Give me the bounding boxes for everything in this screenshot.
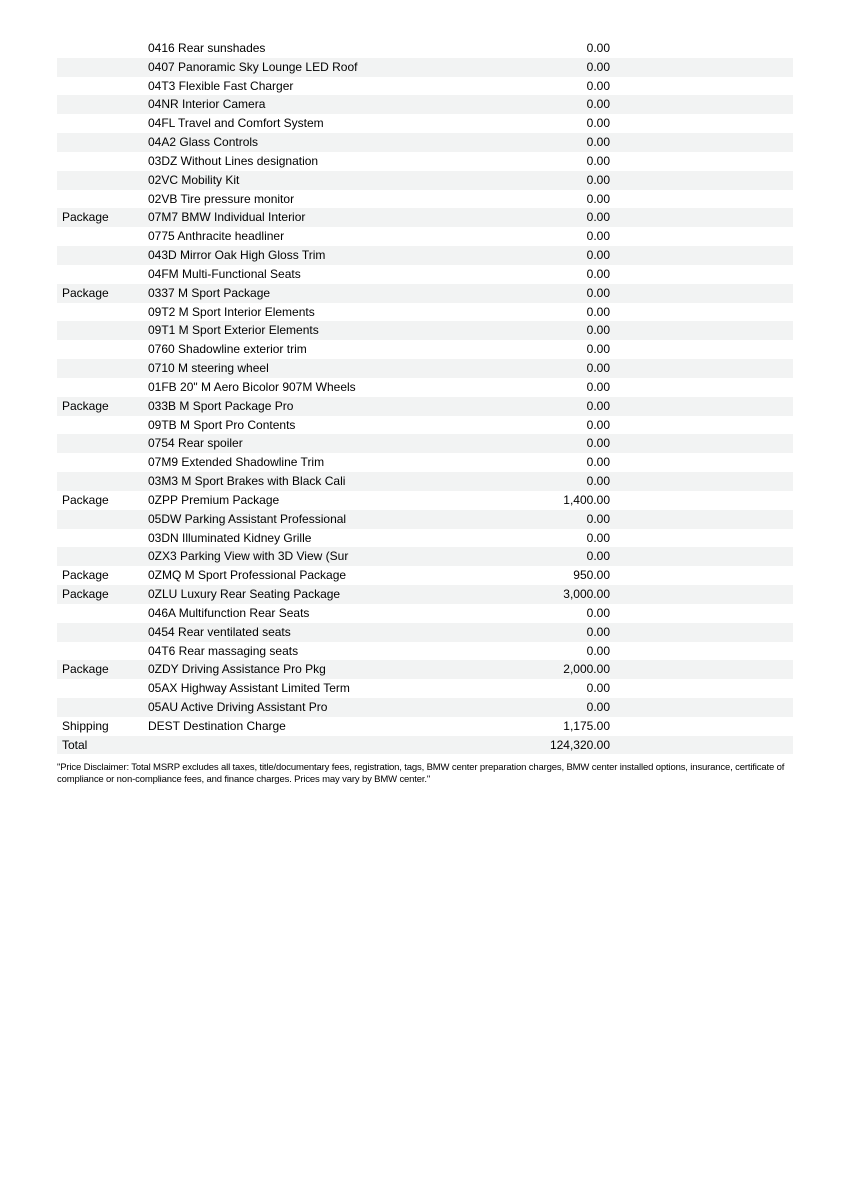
row-item: 05AU Active Driving Assistant Pro xyxy=(148,699,328,714)
row-spacer xyxy=(610,585,793,604)
row-item: DEST Destination Charge xyxy=(148,718,286,733)
table-row xyxy=(57,585,793,604)
row-category xyxy=(57,547,148,566)
table-row xyxy=(57,303,793,322)
row-item: 046A Multifunction Rear Seats xyxy=(148,605,310,620)
row-category xyxy=(57,642,148,661)
row-category: Package xyxy=(62,662,109,677)
row-price: 3,000.00 xyxy=(563,587,610,602)
table-row xyxy=(57,510,793,529)
row-item: 01FB 20" M Aero Bicolor 907M Wheels xyxy=(148,379,356,394)
row-spacer xyxy=(610,171,793,190)
row-item: 09TB M Sport Pro Contents xyxy=(148,417,296,432)
row-price: 0.00 xyxy=(586,97,610,112)
row-price: 0.00 xyxy=(586,436,610,451)
row-item: 0ZX3 Parking View with 3D View (Sur xyxy=(148,549,349,564)
row-price: 0.00 xyxy=(586,59,610,74)
row-category xyxy=(57,77,148,96)
options-table xyxy=(57,39,793,754)
table-row xyxy=(57,434,793,453)
table-row xyxy=(57,77,793,96)
table-row xyxy=(57,472,793,491)
table-row xyxy=(57,717,793,736)
row-spacer xyxy=(610,208,793,227)
table-row xyxy=(57,736,793,755)
row-spacer xyxy=(610,190,793,209)
row-category: Package xyxy=(62,285,109,300)
row-spacer xyxy=(610,434,793,453)
row-price: 0.00 xyxy=(586,681,610,696)
row-item: 0407 Panoramic Sky Lounge LED Roof xyxy=(148,59,358,74)
row-item: 0ZLU Luxury Rear Seating Package xyxy=(148,587,341,602)
row-spacer xyxy=(610,698,793,717)
row-price: 2,000.00 xyxy=(563,662,610,677)
row-category xyxy=(57,698,148,717)
row-item: 0337 M Sport Package xyxy=(148,285,271,300)
row-price: 0.00 xyxy=(586,643,610,658)
row-category xyxy=(57,152,148,171)
row-item xyxy=(148,736,505,755)
row-category xyxy=(57,58,148,77)
row-category xyxy=(57,39,148,58)
row-spacer xyxy=(610,152,793,171)
row-spacer xyxy=(610,227,793,246)
row-category xyxy=(57,133,148,152)
row-item: 05DW Parking Assistant Professional xyxy=(148,511,347,526)
table-row xyxy=(57,114,793,133)
row-item: 05AX Highway Assistant Limited Term xyxy=(148,681,350,696)
row-item: 0ZDY Driving Assistance Pro Pkg xyxy=(148,662,326,677)
row-category xyxy=(57,114,148,133)
row-price: 0.00 xyxy=(586,342,610,357)
row-spacer xyxy=(610,133,793,152)
row-spacer xyxy=(610,265,793,284)
table-row xyxy=(57,208,793,227)
table-row xyxy=(57,246,793,265)
row-price: 0.00 xyxy=(586,266,610,281)
row-category: Package xyxy=(62,210,109,225)
row-price: 0.00 xyxy=(586,699,610,714)
row-spacer xyxy=(610,114,793,133)
table-row xyxy=(57,416,793,435)
row-price: 0.00 xyxy=(586,323,610,338)
row-price: 0.00 xyxy=(586,398,610,413)
row-price: 0.00 xyxy=(586,549,610,564)
row-category xyxy=(57,340,148,359)
row-item: 0454 Rear ventilated seats xyxy=(148,624,291,639)
table-row xyxy=(57,566,793,585)
row-spacer xyxy=(610,510,793,529)
row-price: 0.00 xyxy=(586,624,610,639)
table-row xyxy=(57,547,793,566)
row-item: 04A2 Glass Controls xyxy=(148,135,259,150)
row-category xyxy=(57,246,148,265)
row-item: 04NR Interior Camera xyxy=(148,97,266,112)
table-row xyxy=(57,642,793,661)
table-row xyxy=(57,284,793,303)
table-row xyxy=(57,171,793,190)
row-spacer xyxy=(610,378,793,397)
row-price: 0.00 xyxy=(586,605,610,620)
row-category xyxy=(57,623,148,642)
row-spacer xyxy=(610,246,793,265)
row-spacer xyxy=(610,39,793,58)
table-row xyxy=(57,698,793,717)
row-spacer xyxy=(610,623,793,642)
row-price: 0.00 xyxy=(586,153,610,168)
row-category xyxy=(57,265,148,284)
row-category xyxy=(57,529,148,548)
row-category xyxy=(57,679,148,698)
row-item: 02VC Mobility Kit xyxy=(148,172,240,187)
table-row xyxy=(57,190,793,209)
row-price: 0.00 xyxy=(586,304,610,319)
row-price: 0.00 xyxy=(586,229,610,244)
row-item: 07M7 BMW Individual Interior xyxy=(148,210,306,225)
row-category xyxy=(57,227,148,246)
row-price: 0.00 xyxy=(586,455,610,470)
row-category xyxy=(57,171,148,190)
row-spacer xyxy=(610,359,793,378)
row-category xyxy=(57,190,148,209)
table-row xyxy=(57,95,793,114)
row-spacer xyxy=(610,604,793,623)
table-row xyxy=(57,453,793,472)
row-price: 0.00 xyxy=(586,116,610,131)
row-spacer xyxy=(610,397,793,416)
row-item: 09T1 M Sport Exterior Elements xyxy=(148,323,319,338)
row-category: Package xyxy=(62,568,109,583)
row-item: 0710 M steering wheel xyxy=(148,361,269,376)
row-spacer xyxy=(610,340,793,359)
row-price: 0.00 xyxy=(586,210,610,225)
row-item: 0416 Rear sunshades xyxy=(148,41,266,55)
row-category xyxy=(57,604,148,623)
row-item: 033B M Sport Package Pro xyxy=(148,398,294,413)
row-price: 0.00 xyxy=(586,285,610,300)
row-price: 1,400.00 xyxy=(563,492,610,507)
price-disclaimer: "Price Disclaimer: Total MSRP excludes all taxes, title/documentary fees, registration, tags, BMW center preparation charges, BMW center installed options, insurance, certificate of compliance or non-compliance fees, and finance charges. Prices may vary by BMW center." xyxy=(57,762,785,786)
table-row xyxy=(57,265,793,284)
table-row xyxy=(57,39,793,58)
row-category: Package xyxy=(62,587,109,602)
row-spacer xyxy=(610,529,793,548)
table-row xyxy=(57,529,793,548)
row-spacer xyxy=(610,453,793,472)
row-price: 0.00 xyxy=(586,474,610,489)
table-row xyxy=(57,604,793,623)
row-price: 1,175.00 xyxy=(563,718,610,733)
row-price: 0.00 xyxy=(586,135,610,150)
row-spacer xyxy=(610,679,793,698)
row-item: 04T3 Flexible Fast Charger xyxy=(148,78,294,93)
row-category xyxy=(57,416,148,435)
row-item: 04FM Multi-Functional Seats xyxy=(148,266,301,281)
row-spacer xyxy=(610,660,793,679)
row-category xyxy=(57,510,148,529)
row-spacer xyxy=(610,717,793,736)
row-category xyxy=(57,303,148,322)
row-category: Package xyxy=(62,398,109,413)
row-item: 03DZ Without Lines designation xyxy=(148,153,319,168)
row-item: 09T2 M Sport Interior Elements xyxy=(148,304,315,319)
row-price: 0.00 xyxy=(586,191,610,206)
table-row xyxy=(57,660,793,679)
table-row xyxy=(57,321,793,340)
row-spacer xyxy=(610,95,793,114)
row-item: 04FL Travel and Comfort System xyxy=(148,116,324,131)
row-category: Shipping xyxy=(62,718,109,733)
row-spacer xyxy=(610,77,793,96)
row-price: 124,320.00 xyxy=(549,737,610,752)
row-item: 0ZPP Premium Package xyxy=(148,492,280,507)
table-row xyxy=(57,397,793,416)
table-row xyxy=(57,491,793,510)
row-category xyxy=(57,359,148,378)
row-item: 02VB Tire pressure monitor xyxy=(148,191,295,206)
row-spacer xyxy=(610,416,793,435)
row-price: 0.00 xyxy=(586,78,610,93)
table-row xyxy=(57,340,793,359)
row-price: 0.00 xyxy=(586,530,610,545)
row-price: 0.00 xyxy=(586,417,610,432)
row-spacer xyxy=(610,736,793,755)
row-spacer xyxy=(610,303,793,322)
row-category xyxy=(57,434,148,453)
row-spacer xyxy=(610,547,793,566)
row-item: 04T6 Rear massaging seats xyxy=(148,643,299,658)
table-row xyxy=(57,679,793,698)
row-price: 0.00 xyxy=(586,41,610,55)
row-price: 0.00 xyxy=(586,172,610,187)
row-item: 043D Mirror Oak High Gloss Trim xyxy=(148,248,326,263)
row-category xyxy=(57,472,148,491)
row-spacer xyxy=(610,321,793,340)
table-row xyxy=(57,359,793,378)
table-row xyxy=(57,227,793,246)
row-spacer xyxy=(610,472,793,491)
row-item: 0760 Shadowline exterior trim xyxy=(148,342,307,357)
table-row xyxy=(57,378,793,397)
row-category xyxy=(57,321,148,340)
row-category xyxy=(57,95,148,114)
row-category: Package xyxy=(62,492,109,507)
table-row xyxy=(57,133,793,152)
row-category xyxy=(57,453,148,472)
row-item: 0754 Rear spoiler xyxy=(148,436,243,451)
row-item: 03DN Illuminated Kidney Grille xyxy=(148,530,312,545)
row-spacer xyxy=(610,58,793,77)
row-category: Total xyxy=(62,737,88,752)
row-price: 0.00 xyxy=(586,511,610,526)
row-price: 0.00 xyxy=(586,361,610,376)
row-price: 0.00 xyxy=(586,248,610,263)
row-category xyxy=(57,378,148,397)
row-spacer xyxy=(610,566,793,585)
row-price: 950.00 xyxy=(573,568,610,583)
row-item: 0775 Anthracite headliner xyxy=(148,229,285,244)
table-row xyxy=(57,152,793,171)
row-item: 07M9 Extended Shadowline Trim xyxy=(148,455,325,470)
row-spacer xyxy=(610,642,793,661)
row-item: 0ZMQ M Sport Professional Package xyxy=(148,568,347,583)
table-row xyxy=(57,623,793,642)
row-spacer xyxy=(610,491,793,510)
row-spacer xyxy=(610,284,793,303)
table-row xyxy=(57,58,793,77)
row-item: 03M3 M Sport Brakes with Black Cali xyxy=(148,474,346,489)
row-price: 0.00 xyxy=(586,379,610,394)
